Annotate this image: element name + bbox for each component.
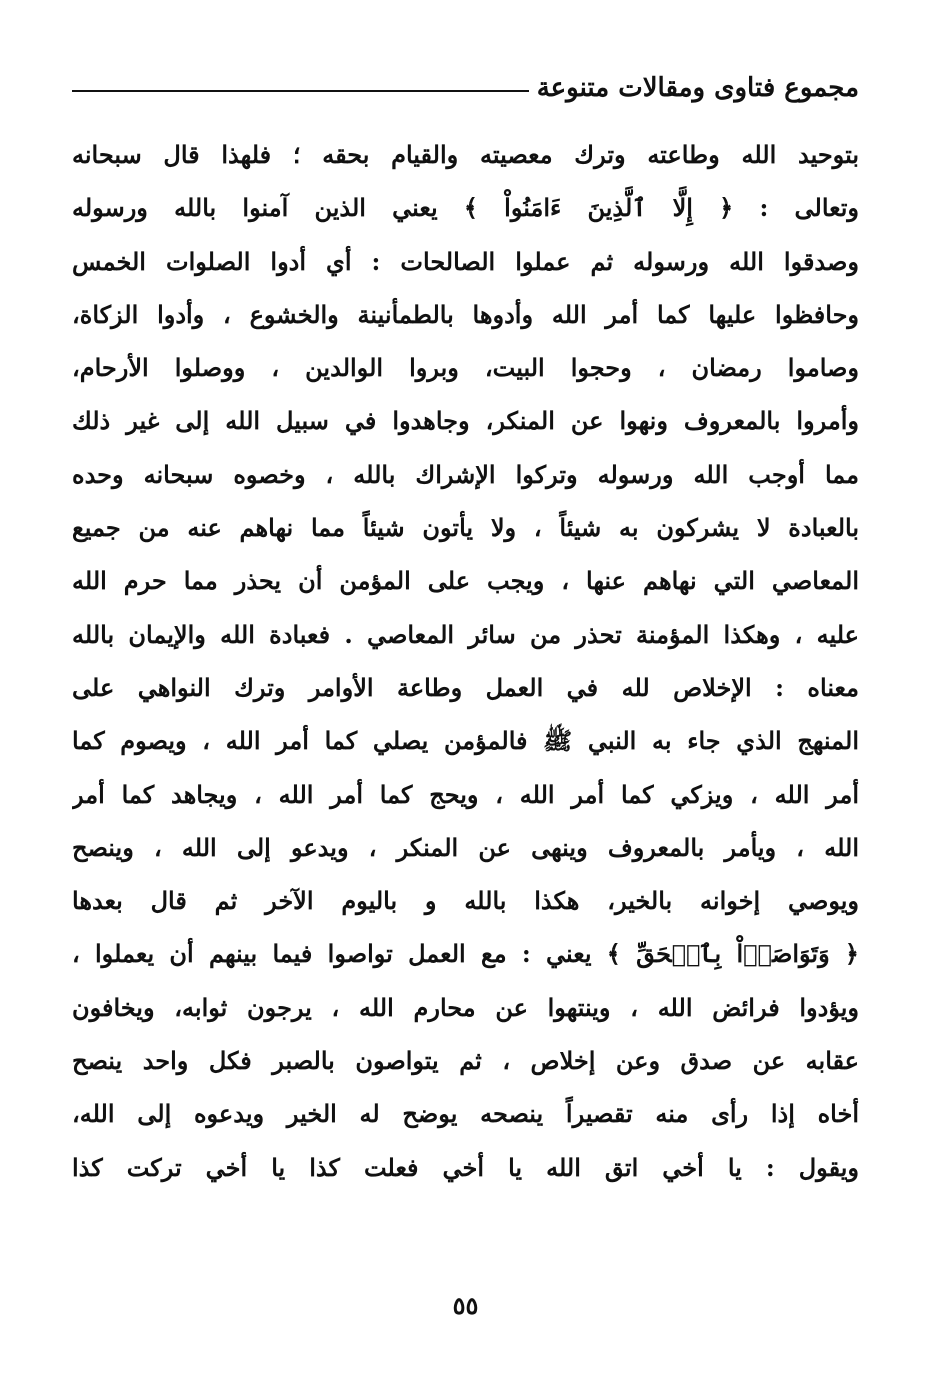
text-line: وتعالى : ﴿ إِلَّا ٱلَّذِينَ ءَامَنُواْ ﴾ يعني الذين آمنوا بالله ورسوله: [72, 193, 859, 223]
text-line: ويوصي إخوانه بالخير، هكذا بالله و باليوم الآخر ثم قال بعدها: [72, 886, 859, 916]
text-line: ويقول : يا أخي اتق الله يا أخي فعلت كذا يا أخي تركت كذا: [72, 1152, 859, 1182]
text-line: وأمروا بالمعروف ونهوا عن المنكر، وجاهدوا في سبيل الله إلى غير ذلك: [72, 406, 859, 436]
text-line: ﴿ وَتَوَاصَوۡاْ بِٱلۡحَقِّ ﴾ يعني : مع العمل تواصوا فيما بينهم أن يعملوا ،: [72, 939, 859, 969]
text-line: بتوحيد الله وطاعته وترك معصيته والقيام بحقه ؛ فلهذا قال سبحانه: [72, 140, 859, 169]
text-line: أخاه إذا رأى منه تقصيراً ينصحه يوضح له الخير ويدعوه إلى الله،: [72, 1099, 859, 1129]
text-line: وصدقوا الله ورسوله ثم عملوا الصالحات : أي أدوا الصلوات الخمس: [72, 246, 859, 276]
text-line: وصاموا رمضان ، وحجوا البيت، وبروا الوالدين ، ووصلوا الأرحام،: [72, 353, 859, 383]
text-line: أمر الله ، ويزكي كما أمر الله ، ويحج كما أمر الله ، ويجاهد كما أمر: [72, 779, 859, 809]
text-line: معناه : الإخلاص لله في العمل وطاعة الأوامر وترك النواهي على: [72, 672, 859, 702]
header-rule: [72, 90, 529, 92]
text-line: وحافظوا عليها كما أمر الله وأدوها بالطمأنينة والخشوع ، وأدوا الزكاة،: [72, 299, 859, 329]
text-line: المنهج الذي جاء به النبي ﷺ فالمؤمن يصلي كما أمر الله ، ويصوم كما: [72, 726, 859, 756]
page-number: ٥٥: [452, 1291, 479, 1320]
text-line: ويؤدوا فرائض الله ، وينتهوا عن محارم الله ، يرجون ثوابه، ويخافون: [72, 992, 859, 1022]
body-text: [72, 128, 859, 1194]
text-line: مما أوجب الله ورسوله وتركوا الإشراك بالله ، وخصوه سبحانه وحده: [72, 459, 859, 489]
running-header: [72, 68, 859, 108]
text-line: بالعبادة لا يشركون به شيئاً ، ولا يأتون شيئاً مما نهاهم عنه من جميع: [72, 513, 859, 543]
text-line: عقابه عن صدق وعن إخلاص ، ثم يتواصون بالصبر فكل واحد ينصح: [72, 1046, 859, 1076]
header-title: مجموع فتاوى ومقالات متنوعة: [536, 73, 859, 103]
text-line: المعاصي التي نهاهم عنها ، ويجب على المؤمن أن يحذر مما حرم الله: [72, 566, 859, 596]
text-line: عليه ، وهكذا المؤمنة تحذر من سائر المعاصي . فعبادة الله والإيمان بالله: [72, 619, 859, 649]
text-line: الله ، ويأمر بالمعروف وينهى عن المنكر ، ويدعو إلى الله ، وينصح: [72, 832, 859, 862]
